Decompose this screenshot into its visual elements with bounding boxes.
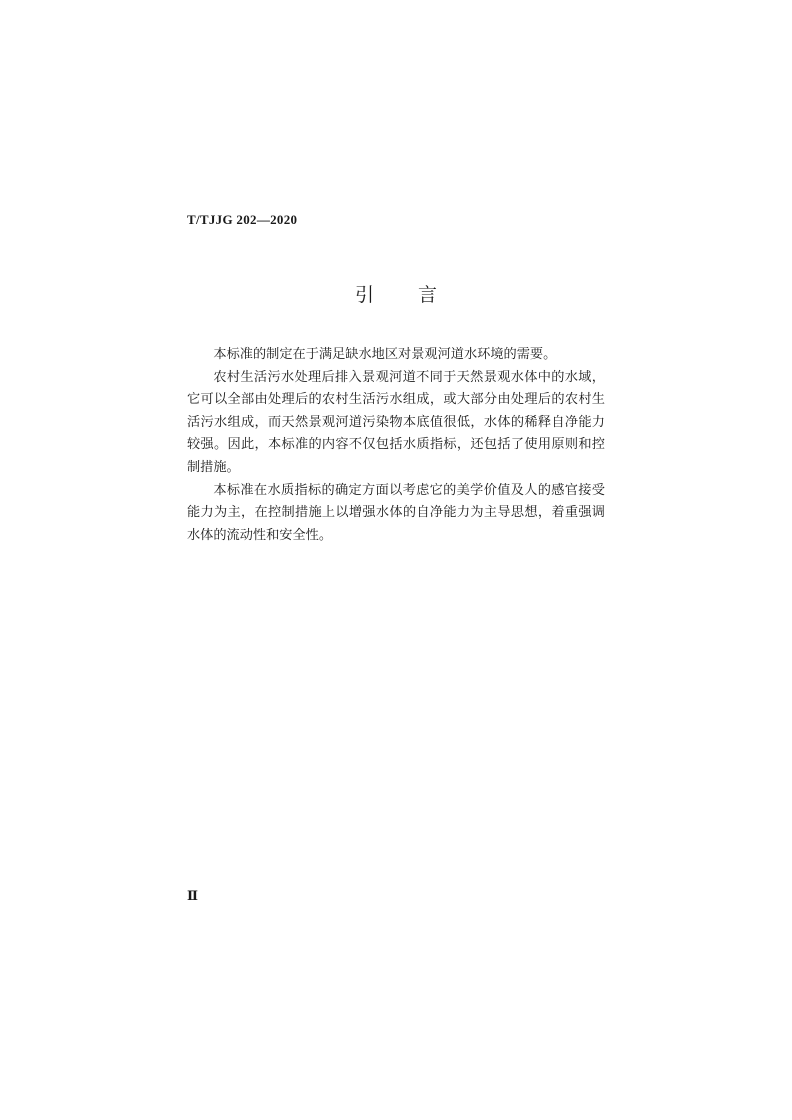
section-title-char-2: 言 — [418, 284, 438, 306]
document-code: T/TJJG 202—2020 — [187, 212, 298, 227]
introduction-body — [187, 344, 605, 547]
paragraph: 本标准在水质指标的确定方面以考虑它的美学价值及人的感官接受能力为主，在控制措施上以增强水体的自净能力为主导思想，着重强调水体的流动性和安全性。 — [187, 482, 605, 543]
page-number: Ⅱ — [187, 888, 198, 903]
section-title — [0, 283, 792, 307]
paragraph: 农村生活污水处理后排入景观河道不同于天然景观水体中的水域，它可以全部由处理后的农村生活污水组成，或大部分由处理后的农村生活污水组成，而天然景观河道污染物本底值很低，水体的稀释自净能力较强。因此，本标准的内容不仅包括水质指标，还包括了使用原则和控制措施。 — [187, 369, 605, 475]
paragraph: 本标准的制定在于满足缺水地区对景观河道水环境的需要。 — [213, 347, 557, 362]
section-title-char-1: 引 — [354, 284, 374, 306]
